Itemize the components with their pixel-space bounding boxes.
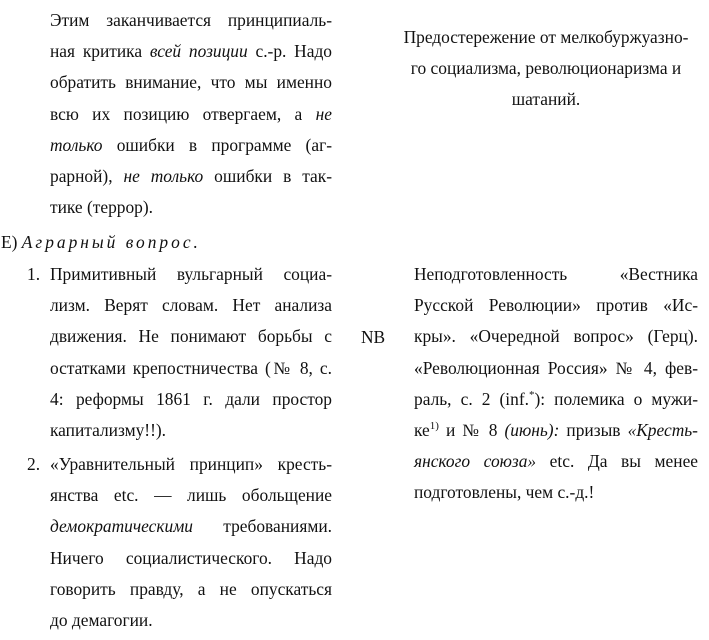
list-item-1 — [27, 259, 332, 446]
text-line — [50, 36, 332, 67]
item-number: 1. — [27, 264, 41, 284]
text-line — [50, 130, 332, 161]
text-line: остатками крепостничества (№ 8, с. — [50, 357, 332, 378]
nb-marker: NB — [361, 327, 386, 347]
emphasis: всей позиции — [149, 41, 248, 62]
right-margin-commentary — [414, 259, 698, 509]
section-title: Аграрный вопрос. — [21, 232, 201, 252]
text-run: etc. Да вы менее — [536, 451, 699, 472]
note-line: Предостережение от мелкобуржуазно- — [403, 27, 689, 47]
right-margin-note — [385, 22, 707, 116]
text-run: Неподготовленность — [414, 264, 568, 284]
text-run: «Вестника — [619, 264, 698, 284]
text-line: янства etc. — лишь обольщение — [50, 485, 332, 506]
section-marker: Е) — [1, 232, 18, 252]
text-run: ошибки в программе (аг- — [102, 134, 332, 155]
note-line: кры». «Очередной вопрос» (Герц). — [414, 326, 698, 347]
text-line: Ничего социалистического. Надо — [50, 547, 332, 568]
list-item-2 — [27, 449, 332, 636]
text-line — [50, 511, 332, 542]
text-run: и № 8 — [438, 419, 505, 440]
note-line — [414, 384, 698, 415]
text-run: рарной), — [50, 165, 124, 186]
footnote-mark: * — [528, 388, 535, 401]
footnote-mark: 1) — [429, 419, 439, 432]
emphasis: не — [315, 103, 332, 124]
text-line: 4: реформы 1861 г. дали простор — [50, 388, 332, 409]
emphasis: только — [50, 134, 103, 155]
text-run: раль, с. 2 (inf. — [414, 388, 529, 409]
note-line — [414, 259, 698, 290]
text-line — [50, 161, 332, 192]
text-run: требованиями. — [193, 516, 332, 537]
text-line: говорить правду, а не опускаться — [50, 578, 332, 599]
item-number: 2. — [27, 454, 41, 474]
emphasis: «Кресть- — [627, 419, 698, 440]
text-line: тике (террор). — [50, 197, 154, 218]
text-line: Этим заканчивается принципиаль- — [50, 10, 332, 30]
left-intro-paragraph — [50, 5, 332, 223]
note-line: подготовлены, чем с.-д.! — [414, 482, 595, 503]
text-run: ная критика — [50, 41, 150, 62]
text-run: с.-р. Надо — [247, 41, 333, 62]
text-line: «Уравнительный принцип» кресть- — [50, 454, 332, 474]
note-line: «Революционная Россия» № 4, фев- — [414, 357, 698, 378]
note-line — [414, 415, 698, 446]
note-line — [414, 446, 698, 477]
text-run: призыв — [559, 419, 628, 440]
note-line: го социализма, революционаризма и — [410, 58, 682, 79]
note-line: Русской Революции» против «Ис- — [414, 295, 698, 316]
section-heading — [1, 227, 201, 258]
text-line: движения. Не понимают борьбы с — [50, 326, 332, 347]
text-run: всю их позицию отвергаем, а — [50, 103, 316, 124]
emphasis: не только — [123, 165, 204, 186]
text-line: обратить внимание, что мы именно — [50, 72, 332, 93]
text-line: до демагогии. — [50, 609, 153, 630]
emphasis: (июнь): — [504, 419, 560, 440]
text-run: ошибки в так- — [203, 165, 332, 186]
text-line — [50, 99, 332, 130]
text-run: ке — [414, 419, 430, 440]
text-run: ): полемика о мужи- — [534, 388, 698, 409]
text-line: лизм. Верят словам. Нет анализа — [50, 295, 332, 316]
emphasis: демократическими — [50, 516, 193, 537]
note-line: шатаний. — [511, 89, 581, 110]
text-line: капитализму!!). — [50, 419, 167, 440]
emphasis: янского союза» — [414, 451, 537, 472]
text-line: Примитивный вульгарный социа- — [50, 264, 332, 284]
